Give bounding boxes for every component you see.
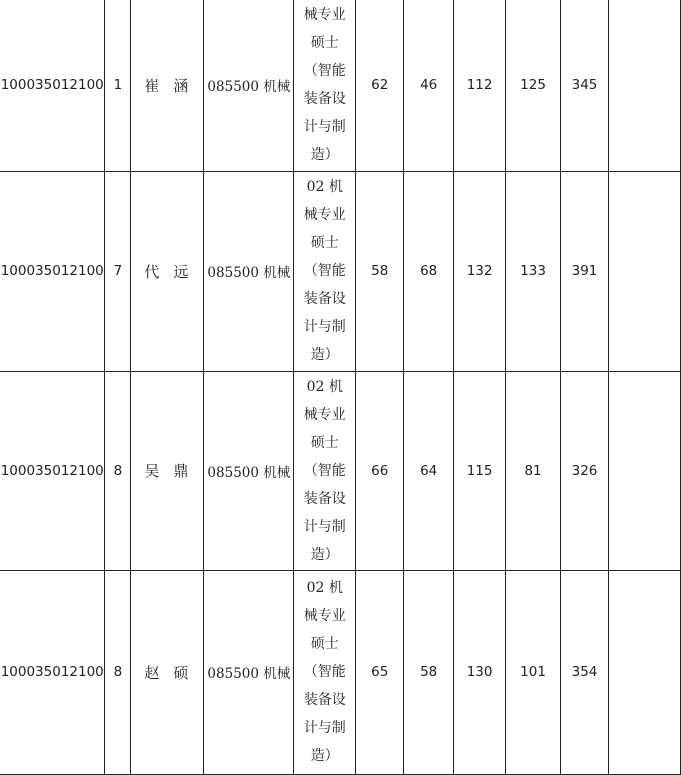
program-line: 02 机 <box>306 378 343 395</box>
program-line: （智能 <box>303 263 346 279</box>
program-line: 装备设 <box>303 91 346 108</box>
program-line: （智能 <box>303 664 346 680</box>
note-cell <box>609 570 681 774</box>
program-line: 造） <box>310 147 339 164</box>
program-line: 装备设 <box>303 291 346 307</box>
score-cell: 133 <box>506 171 561 371</box>
name-char: 赵 <box>144 663 162 682</box>
note-cell <box>609 0 681 171</box>
program-line: （智能 <box>303 63 346 80</box>
program-line: 造） <box>310 748 339 764</box>
program-cell <box>294 171 356 371</box>
program-line: 硕士 <box>310 35 339 52</box>
name-char: 吴 <box>144 462 162 480</box>
total-score-cell: 345 <box>561 0 609 171</box>
major-cell: 085500 机械 <box>204 0 294 171</box>
program-line: 计与制 <box>303 119 346 136</box>
name-char: 硕 <box>173 663 191 682</box>
score-cell: 132 <box>454 171 506 371</box>
seq-cell: 8 <box>105 371 131 570</box>
name-char: 涵 <box>173 76 191 95</box>
name-cell <box>131 0 204 171</box>
major-cell: 085500 机械 <box>204 371 294 570</box>
score-cell: 46 <box>404 0 454 171</box>
program-cell <box>294 0 356 171</box>
program-cell <box>294 371 356 570</box>
name-cell <box>131 570 204 774</box>
program-line: 械专业 <box>303 406 346 423</box>
candidate-id-cell: 100035012100 <box>0 371 105 570</box>
score-cell: 68 <box>404 171 454 371</box>
score-cell: 58 <box>404 570 454 774</box>
name-char: 鼎 <box>173 462 191 480</box>
score-cell: 66 <box>356 371 404 570</box>
program-line: 装备设 <box>303 490 346 507</box>
score-cell: 125 <box>506 0 561 171</box>
name-cell <box>131 171 204 371</box>
table-row <box>0 0 681 171</box>
score-cell: 101 <box>506 570 561 774</box>
program-line: 硕士 <box>310 636 339 652</box>
name-char: 代 <box>144 262 162 281</box>
program-line: 造） <box>310 546 339 563</box>
name-char: 远 <box>173 262 191 281</box>
program-line: 硕士 <box>310 434 339 451</box>
seq-cell: 8 <box>105 570 131 774</box>
name-cell <box>131 371 204 570</box>
score-cell: 65 <box>356 570 404 774</box>
program-line: 装备设 <box>303 692 346 708</box>
seq-cell: 7 <box>105 171 131 371</box>
candidate-id-cell: 100035012100 <box>0 171 105 371</box>
total-score-cell: 326 <box>561 371 609 570</box>
program-line: 计与制 <box>303 319 346 335</box>
total-score-cell: 354 <box>561 570 609 774</box>
program-line: （智能 <box>303 462 346 479</box>
score-cell: 64 <box>404 371 454 570</box>
seq-cell: 1 <box>105 0 131 171</box>
score-cell: 58 <box>356 171 404 371</box>
score-cell: 81 <box>506 371 561 570</box>
program-line: 造） <box>310 347 339 363</box>
program-line: 02 机 <box>306 580 343 596</box>
program-line: 械专业 <box>303 7 346 24</box>
program-line: 02 机 <box>306 179 343 195</box>
note-cell <box>609 371 681 570</box>
score-cell: 112 <box>454 0 506 171</box>
major-cell: 085500 机械 <box>204 570 294 774</box>
major-cell: 085500 机械 <box>204 171 294 371</box>
score-cell: 115 <box>454 371 506 570</box>
table-row <box>0 570 681 774</box>
program-line: 计与制 <box>303 720 346 736</box>
candidate-id-cell: 100035012100 <box>0 0 105 171</box>
program-line: 械专业 <box>303 608 346 624</box>
name-char: 崔 <box>144 76 162 95</box>
note-cell <box>609 171 681 371</box>
program-line: 械专业 <box>303 207 346 223</box>
candidate-id-cell: 100035012100 <box>0 570 105 774</box>
table-row <box>0 371 681 570</box>
program-line: 计与制 <box>303 518 346 535</box>
program-cell <box>294 570 356 774</box>
score-cell: 62 <box>356 0 404 171</box>
score-cell: 130 <box>454 570 506 774</box>
program-line: 硕士 <box>310 235 339 251</box>
total-score-cell: 391 <box>561 171 609 371</box>
table-row <box>0 171 681 371</box>
